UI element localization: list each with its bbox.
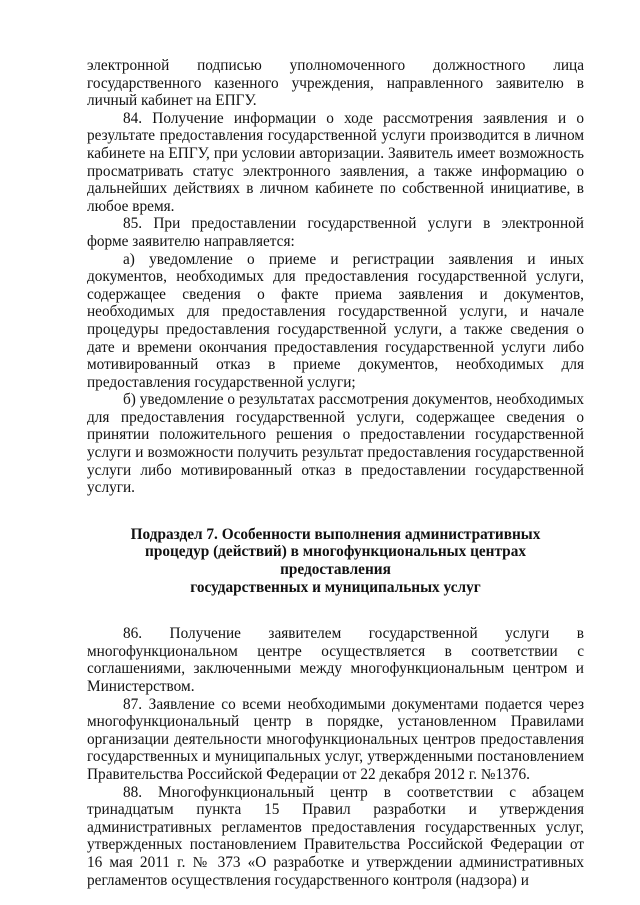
document-page	[87, 57, 584, 889]
paragraph-86: 86. Получение заявителем государственной услуги в многофункциональном центре осуществляется в соответствии с соглашениями, заключенными между многофункциональным центром и Министерством.	[87, 625, 584, 695]
paragraph-85-a: а) уведомление о приеме и регистрации заявления и иных документов, необходимых для предоставления государственной услуги, содержащее сведения о факте приема заявления и документов, необходимых для предоставления государственной услуги, и начале процедуры предоставления государственной услуги, а также сведения о дате и времени окончания предоставления государственной услуги либо мотивированный отказ в приеме документов, необходимых для предоставления государственной услуги;	[87, 250, 584, 391]
paragraph-88: 88. Многофункциональный центр в соответствии с абзацем тринадцатым пункта 15 Правил разработки и утверждения административных регламентов предоставления государственных услуг, утвержденных постановлением Правительства Российской Федерации от 16 мая 2011 г. № 373 «О разработке и утверждении административных регламентов осуществления государственного контроля (надзора) и	[87, 783, 584, 889]
paragraph-84: 84. Получение информации о ходе рассмотрения заявления и о результате предоставления государственной услуги производится в личном кабинете на ЕПГУ, при условии авторизации. Заявитель имеет возможность просматривать статус электронного заявления, а также информацию о дальнейших действиях в личном кабинете по собственной инициативе, в любое время.	[87, 109, 584, 215]
section-heading	[87, 526, 584, 596]
paragraph-87: 87. Заявление со всеми необходимыми документами подается через многофункциональный центр в порядке, установленном Правилами организации деятельности многофункциональных центров предоставления государственных и муниципальных услуг, утвержденными постановлением Правительства Российской Федерации от 22 декабря 2012 г. №1376.	[87, 695, 584, 783]
heading-line-2: процедур (действий) в многофункциональных центрах предоставления	[145, 543, 526, 579]
paragraph-85: 85. При предоставлении государственной услуги в электронной форме заявителю направляется:	[87, 215, 584, 250]
heading-line-1: Подраздел 7. Особенности выполнения административных	[130, 525, 541, 543]
heading-line-3: государственных и муниципальных услуг	[190, 578, 481, 596]
paragraph-85-b: б) уведомление о результатах рассмотрения документов, необходимых для предоставления государственной услуги, содержащее сведения о принятии положительного решения о предоставлении государственной услуги и возможности получить результат предоставления государственной услуги либо мотивированный отказ в предоставлении государственной услуги.	[87, 391, 584, 497]
paragraph-continuation: электронной подписью уполномоченного должностного лица государственного казенного учреждения, направленного заявителю в личный кабинет на ЕПГУ.	[87, 57, 584, 110]
